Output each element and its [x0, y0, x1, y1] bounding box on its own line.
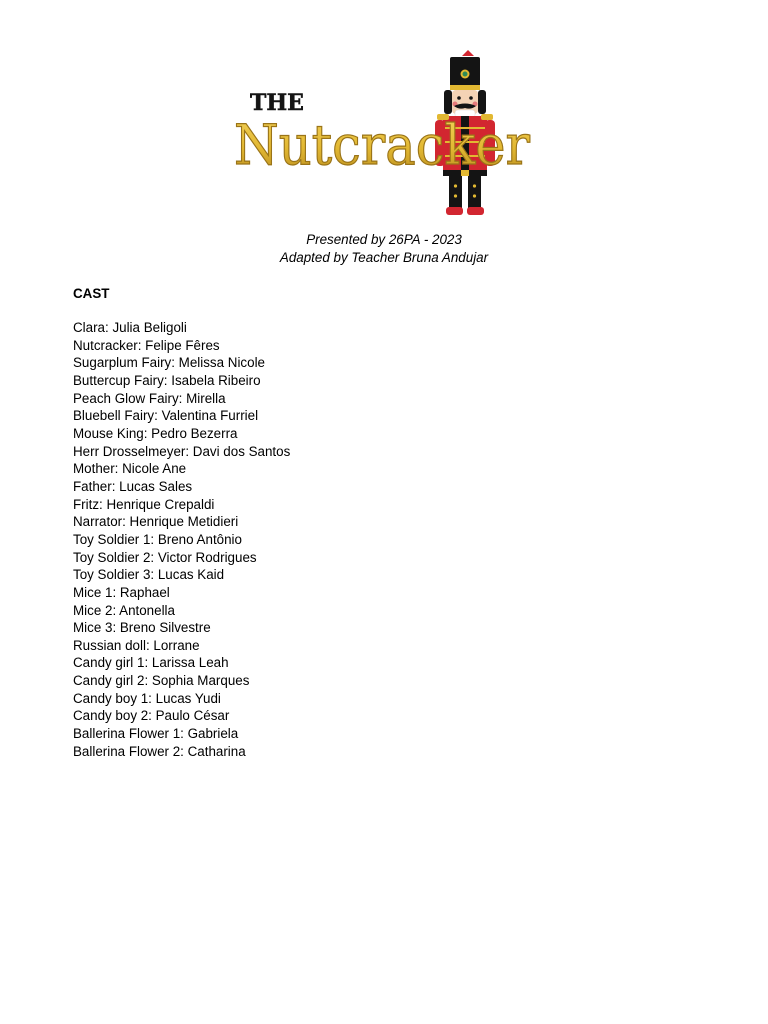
cast-member: Nutcracker: Felipe Fêres	[73, 337, 220, 353]
logo-word-nutcracker: Nutcracker	[234, 113, 531, 177]
cast-member: Toy Soldier 3: Lucas Kaid	[73, 567, 225, 583]
cast-member: Clara: Julia Beligoli	[73, 320, 187, 335]
cast-member: Candy girl 1: Larissa Leah	[73, 655, 229, 671]
presented-by-line: Presented by 26PA - 2023	[306, 232, 462, 247]
cast-member: Mouse King: Pedro Bezerra	[73, 425, 238, 441]
cast-member: Candy girl 2: Sophia Marques	[73, 673, 250, 689]
cast-member: Toy Soldier 1: Breno Antônio	[73, 531, 242, 547]
logo-word-the: THE	[250, 90, 304, 116]
cast-member: Toy Soldier 2: Victor Rodrigues	[73, 549, 257, 565]
cast-member: Narrator: Henrique Metidieri	[73, 514, 239, 530]
cast-member: Fritz: Henrique Crepaldi	[73, 496, 215, 512]
cast-heading: CAST	[73, 286, 110, 301]
cast-member: Candy boy 1: Lucas Yudi	[73, 690, 221, 706]
cast-member: Father: Lucas Sales	[73, 478, 193, 494]
cast-member: Mother: Nicole Ane	[73, 461, 187, 477]
cast-member: Ballerina Flower 2: Catharina	[73, 743, 246, 759]
cast-member: Mice 3: Breno Silvestre	[73, 620, 211, 636]
cast-member: Buttercup Fairy: Isabela Ribeiro	[73, 372, 261, 388]
cast-list	[73, 319, 290, 760]
cast-member: Bluebell Fairy: Valentina Furriel	[73, 408, 259, 424]
cast-member: Ballerina Flower 1: Gabriela	[73, 726, 239, 742]
cast-member: Herr Drosselmeyer: Davi dos Santos	[73, 443, 291, 459]
cast-member: Sugarplum Fairy: Melissa Nicole	[73, 355, 265, 371]
cast-member: Russian doll: Lorrane	[73, 637, 200, 653]
adapted-by-line: Adapted by Teacher Bruna Andujar	[279, 250, 489, 265]
nutcracker-logo	[228, 50, 538, 222]
cast-member: Peach Glow Fairy: Mirella	[73, 390, 226, 406]
cast-member: Mice 2: Antonella	[73, 602, 175, 618]
cast-member: Candy boy 2: Paulo César	[73, 708, 230, 724]
cast-member: Mice 1: Raphael	[73, 584, 170, 600]
